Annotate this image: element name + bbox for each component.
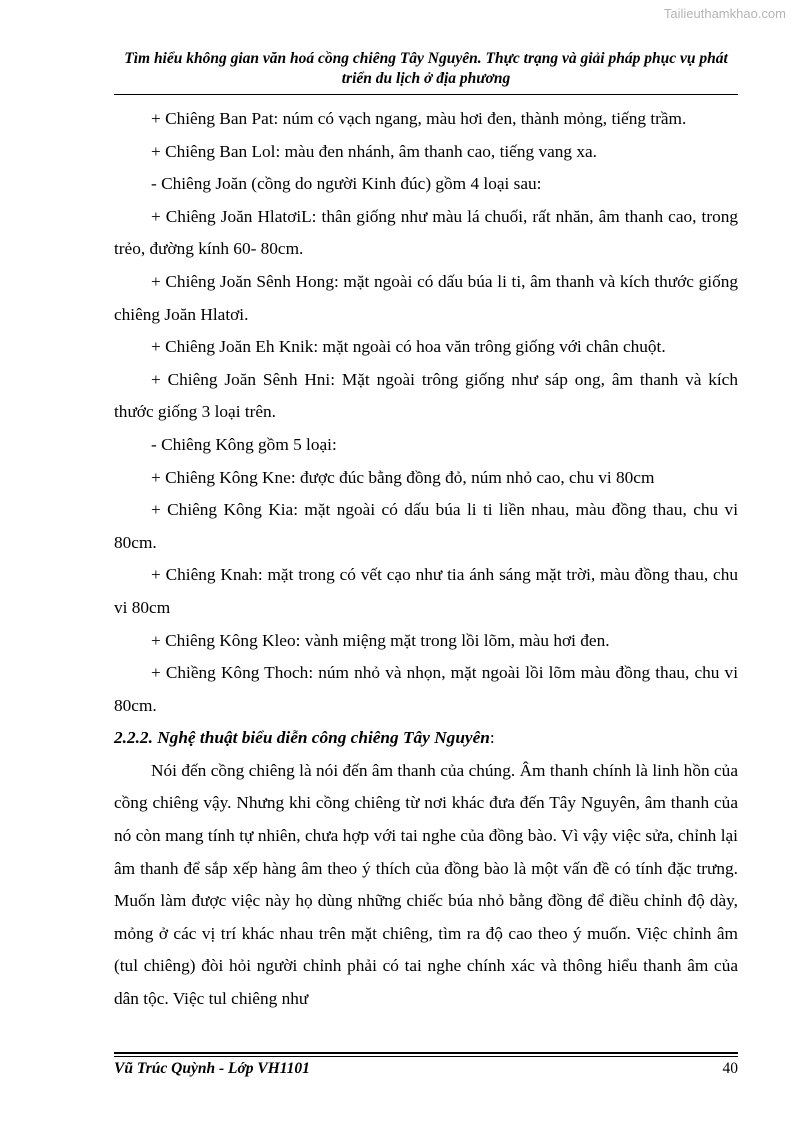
section-heading — [114, 722, 738, 755]
paragraph: + Chiêng Joăn Eh Knik: mặt ngoài có hoa văn trông giống với chân chuột. — [151, 337, 666, 357]
paragraph: + Chiêng Ban Pat: núm có vạch ngang, màu hơi đen, thành mỏng, tiếng trầm. — [151, 109, 687, 128]
section-heading-suffix: : — [489, 728, 495, 748]
page-number: 40 — [722, 1060, 738, 1077]
footer-author: Vũ Trúc Quỳnh - Lớp VH1101 — [114, 1060, 310, 1077]
section-paragraph: Nói đến cồng chiêng là nói đến âm thanh của chúng. Âm thanh chính là linh hồn của cồng chiêng vậy. Nhưng khi cồng chiêng từ nơi khác đưa đến Tây Nguyên, âm thanh của nó còn mang tính tự nhiên, chưa hợp với tai nghe của đồng bào. Vì vậy việc sửa, chỉnh lại âm thanh để sắp xếp hàng âm theo ý thích của đồng bào là một vấn đề có tính đặc trưng. Muốn làm được việc này họ dùng những chiếc búa nhỏ bằng đồng để điều chỉnh độ dày, mỏng ở các vị trí khác nhau trên mặt chiêng, tìm ra độ cao theo ý muốn. Việc chỉnh âm (tul chiêng) đòi hỏi người chỉnh phải có tai nghe chính xác và thông hiểu thanh âm của dân tộc. Việc tul chiêng như — [114, 760, 738, 1009]
footer-divider — [114, 1052, 738, 1054]
paragraph: + Chiềng Kông Thoch: núm nhỏ và nhọn, mặt ngoài lồi lõm màu đồng thau, chu vi 80cm. — [114, 663, 738, 715]
paragraph: + Chiêng Knah: mặt trong có vết cạo như tia ánh sáng mặt trời, màu đồng thau, chu vi 80cm — [114, 565, 738, 617]
paragraph: + Chiêng Kông Kne: được đúc bằng đồng đỏ, núm nhỏ cao, chu vi 80cm — [151, 467, 655, 487]
watermark: Tailieuthamkhao.com — [663, 6, 786, 21]
footer-divider-thin — [114, 1056, 738, 1057]
page-header-title: Tìm hiểu không gian văn hoá cồng chiêng Tây Nguyên. Thực trạng và giải pháp phục vụ phát triển du lịch ở địa phương — [124, 50, 728, 87]
paragraph: - Chiêng Joăn (cồng do người Kinh đúc) gồm 4 loại sau: — [151, 174, 542, 194]
document-body — [114, 103, 738, 1016]
section-heading-text: 2.2.2. Nghệ thuật biểu diễn công chiêng Tây Nguyên — [114, 728, 490, 748]
paragraph: + Chiêng Kông Kia: mặt ngoài có dấu búa li ti liền nhau, màu đồng thau, chu vi 80cm. — [114, 500, 738, 552]
header-divider — [114, 94, 738, 95]
paragraph: + Chiêng Kông Kleo: vành miệng mặt trong lồi lõm, màu hơi đen. — [151, 630, 610, 650]
paragraph: + Chiêng Joăn HlatơiL: thân giống như màu lá chuối, rất nhăn, âm thanh cao, trong trẻo, đường kính 60- 80cm. — [114, 206, 738, 259]
paragraph: + Chiêng Joăn Sênh Hni: Mặt ngoài trông giống như sáp ong, âm thanh và kích thước giống 3 loại trên. — [114, 369, 738, 422]
paragraph: + Chiêng Joăn Sênh Hong: mặt ngoài có dấu búa li ti, âm thanh và kích thước giống chiêng Joăn Hlatơi. — [114, 271, 738, 324]
paragraph: + Chiêng Ban Lol: màu đen nhánh, âm thanh cao, tiếng vang xa. — [151, 141, 597, 161]
paragraph: - Chiêng Kông gồm 5 loại: — [151, 434, 337, 454]
